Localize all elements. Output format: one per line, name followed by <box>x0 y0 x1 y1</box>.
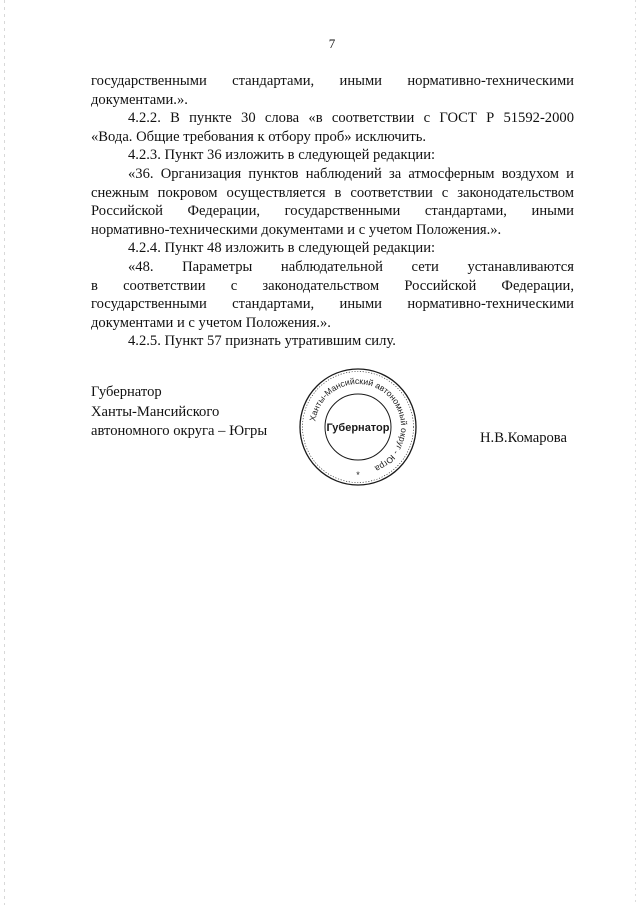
signature-title-line: Губернатор <box>91 384 162 400</box>
signer-name: Н.В.Комарова <box>480 430 567 446</box>
text-line: в соответствии с законодательством Российской Федерации, <box>91 277 574 294</box>
text-line: государственными стандартами, иными нормативно-техническими <box>91 73 574 89</box>
text-line: документами и с учетом Положения.». <box>91 314 331 331</box>
text-line: снежным покровом осуществляется в соответствии с законодательством <box>91 184 574 201</box>
text-line: 4.2.3. Пункт 36 изложить в следующей редакции: <box>128 147 436 164</box>
page-number: 7 <box>328 36 336 51</box>
seal-center-text: Губернатор <box>326 422 390 434</box>
signature-title-line: автономного округа – Югры <box>91 423 268 439</box>
text-line: «48. Параметры наблюдательной сети устанавливаются <box>128 258 574 275</box>
seal-star: * <box>356 470 360 480</box>
scan-edge-left <box>4 0 5 905</box>
text-line: «36. Организация пунктов наблюдений за атмосферным воздухом и <box>128 165 574 182</box>
text-line: государственными стандартами, иными нормативно-техническими <box>91 296 574 313</box>
signature-title-block <box>91 383 267 442</box>
text-line: 4.2.2. В пункте 30 слова «в соответствии с ГОСТ Р 51592-2000 <box>128 110 574 127</box>
official-seal <box>296 365 420 489</box>
text-line: нормативно-техническими документами и с учетом Положения.». <box>91 221 502 238</box>
signature-title-line: Ханты-Мансийского <box>91 403 220 420</box>
text-line: 4.2.4. Пункт 48 изложить в следующей редакции: <box>128 240 436 257</box>
text-line: 4.2.5. Пункт 57 признать утратившим силу. <box>128 333 396 350</box>
text-line: документами.». <box>91 91 188 108</box>
scan-edge-right <box>635 0 636 905</box>
text-line: «Вода. Общие требования к отбору проб» исключить. <box>91 128 427 145</box>
text-line: Российской Федерации, государственными стандартами, иными <box>91 203 574 220</box>
document-body <box>91 72 574 351</box>
seal-ring-text: Ханты-Мансийский автономный округ - Югра <box>307 375 410 475</box>
